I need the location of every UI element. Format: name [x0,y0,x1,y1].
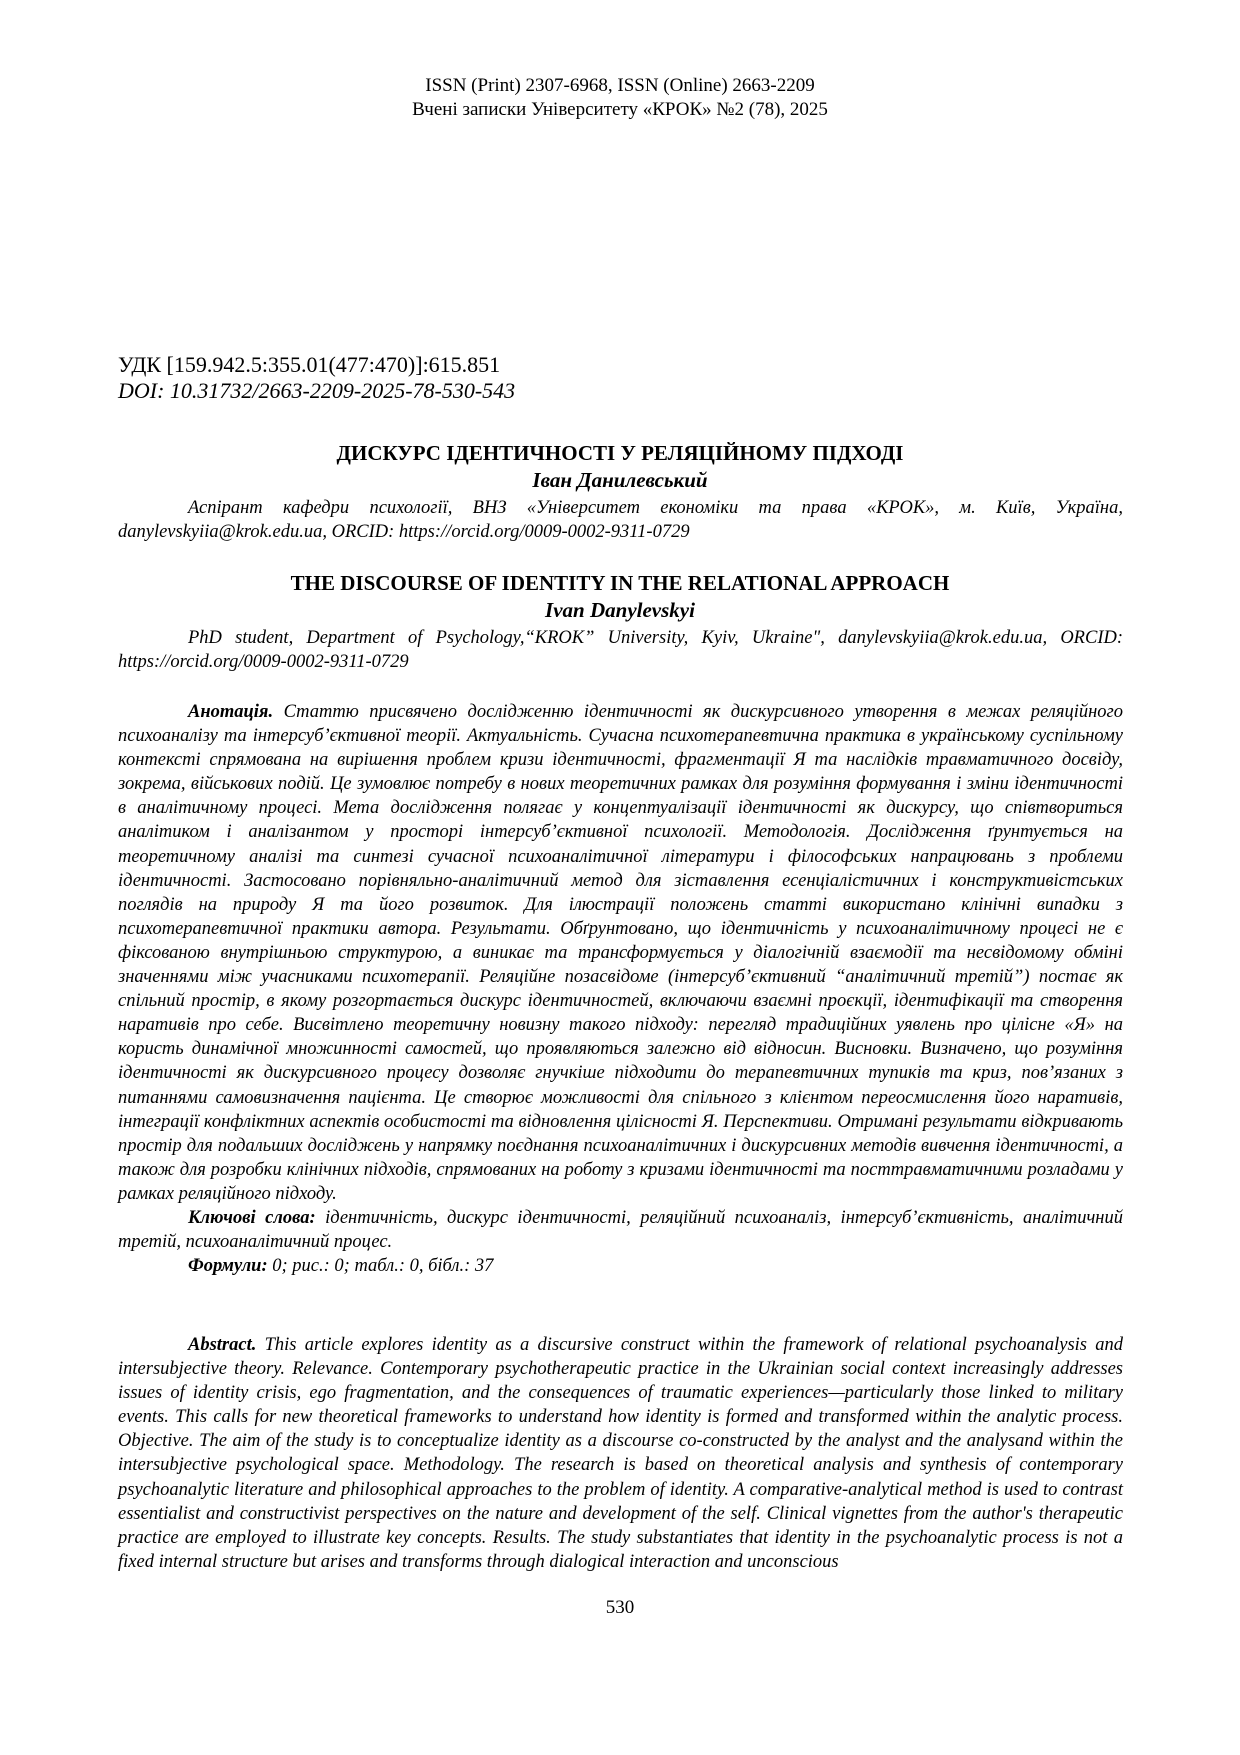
abstract-paragraph [118,1333,1123,1574]
annotation-paragraph [118,700,1123,1206]
en-abstract [118,1333,1123,1574]
en-author: Ivan Danylevskyi [545,598,695,622]
keywords-paragraph [118,1206,1123,1254]
en-title: THE DISCOURSE OF IDENTITY IN THE RELATIONAL APPROACH [290,571,950,595]
abstract-label: Abstract. [188,1335,257,1355]
keywords-label: Ключові слова: [188,1207,316,1228]
abstract-text: This article explores identity as a discursive construct within the framework of relational psychoanalysis and intersubjective theory. Relevance. Contemporary psychotherapeutic practice in the Ukrainian social context increasingly addresses issues of identity crisis, ego fragmentation, and the consequences of traumatic experiences—particularly those linked to military events. This calls for new theoretical frameworks to understand how identity is formed and transformed within the analytic process. Objective. The aim of the study is to conceptualize identity as a discourse co-constructed by the analyst and the analysand within the intersubjective psychological space. Methodology. The research is based on theoretical analysis and synthesis of contemporary psychoanalytic literature and philosophical approaches to the problem of identity. A comparative-analytical method is used to contrast essentialist and constructivist perspectives on the nature and development of the self. Clinical vignettes from the author's therapeutic practice are employed to illustrate key concepts. Results. The study substantiates that identity in the psychoanalytic process is not a fixed internal structure but arises and transforms through dialogical interaction and unconscious [118,1335,1123,1572]
journal-line: Вчені записки Університету «КРОК» №2 (78), 2025 [412,99,828,120]
keywords-text: ідентичність, дискурс ідентичності, реляційний психоаналіз, інтерсуб’єктивність, аналітичний третій, психоаналітичний процес. [118,1207,1123,1253]
en-affiliation: PhD student, Department of Psychology,“KROK” University, Kyiv, Ukraine", danylevskyiia@krok.edu.ua, ORCID: https://orcid.org/0009-0002-9311-0729 [118,628,1123,672]
page-number: 530 [605,1597,635,1618]
ua-affiliation: Аспірант кафедри психології, ВНЗ «Університет економіки та права «КРОК», м. Київ, Україна, danylevskyiia@krok.edu.ua, ORCID: https://orcid.org/0009-0002-9311-0729 [118,498,1123,542]
ua-author: Іван Данилевський [532,468,708,492]
formulas-text: 0; рис.: 0; табл.: 0, бібл.: 37 [272,1256,494,1277]
ua-annotation [118,700,1123,1278]
doi-link[interactable]: DOI: 10.31732/2663-2209-2025-78-530-543 [118,378,516,403]
formulas-paragraph [118,1254,1123,1278]
annotation-label: Анотація. [188,702,274,722]
annotation-text: Статтю присвячено дослідженню ідентичності як дискурсивного утворення в межах реляційного психоаналізу та інтерсуб’єктивної теорії. Актуальність. Сучасна психотерапевтична практика в українському суспільному контексті спрямована на вирішення проблем кризи ідентичності, фрагментації Я та наслідків травматичного досвіду, зокрема, військових подій. Це зумовлює потребу в нових теоретичних рамках для розуміння формування і зміни ідентичності в аналітичному процесі. Мета дослідження полягає у концептуалізації ідентичності як дискурсу, що співтвориться аналітиком і аналізантом у просторі інтерсуб’єктивної психології. Методологія. Дослідження ґрунтується на теоретичному аналізі та синтезі сучасної психоаналітичної літератури і філософських напрацювань з проблеми ідентичності. Застосовано порівняльно-аналітичний метод для зіставлення есенціалістичних і конструктивістських поглядів на природу Я та його розвиток. Для ілюстрації положень статті використано клінічні випадки з психотерапевтичної практики автора. Результати. Обґрунтовано, що ідентичність у психоаналітичному процесі не є фіксованою внутрішньою структурою, а виникає та трансформується у діалогічній взаємодії та несвідомому обміні значеннями між учасниками психотерапії. Реляційне позасвідоме (інтерсуб’єктивний “аналітичний третій”) постає як спільний простір, в якому розгортається дискурс ідентичностей, включаючи взаємні проєкції, ідентифікації та створення наративів про себе. Висвітлено теоретичну новизну такого підходу: перегляд традиційних уявлень про цілісне «Я» на користь динамічної множинності самостей, що проявляються залежно від відносин. Висновки. Визначено, що розуміння ідентичності як дискурсивного процесу дозволяє гнучкіше підходити до терапевтичних тупиків та криз, пов’язаних з питаннями самовизначення пацієнта. Це створює можливості для спільного з клієнтом переосмислення його наративів, інтеграції конфліктних аспектів особистості та відновлення цілісності Я. Перспективи. Отримані результати відкривають простір для подальших досліджень у напрямку поєднання психоаналітичних і дискурсивних методів вивчення ідентичності, а також для розробки клінічних підходів, спрямованих на роботу з кризами ідентичності та посттравматичними розладами у рамках реляційного підходу. [118,702,1123,1204]
udk-code: УДК [159.942.5:355.01(477:470)]:615.851 [118,352,501,377]
journal-header [0,74,1240,122]
formulas-label: Формули: [188,1256,268,1277]
ua-title: ДИСКУРС ІДЕНТИЧНОСТІ У РЕЛЯЦІЙНОМУ ПІДХОДІ [336,441,904,465]
issn-line: ISSN (Print) 2307-6968, ISSN (Online) 2663-2209 [425,75,815,96]
